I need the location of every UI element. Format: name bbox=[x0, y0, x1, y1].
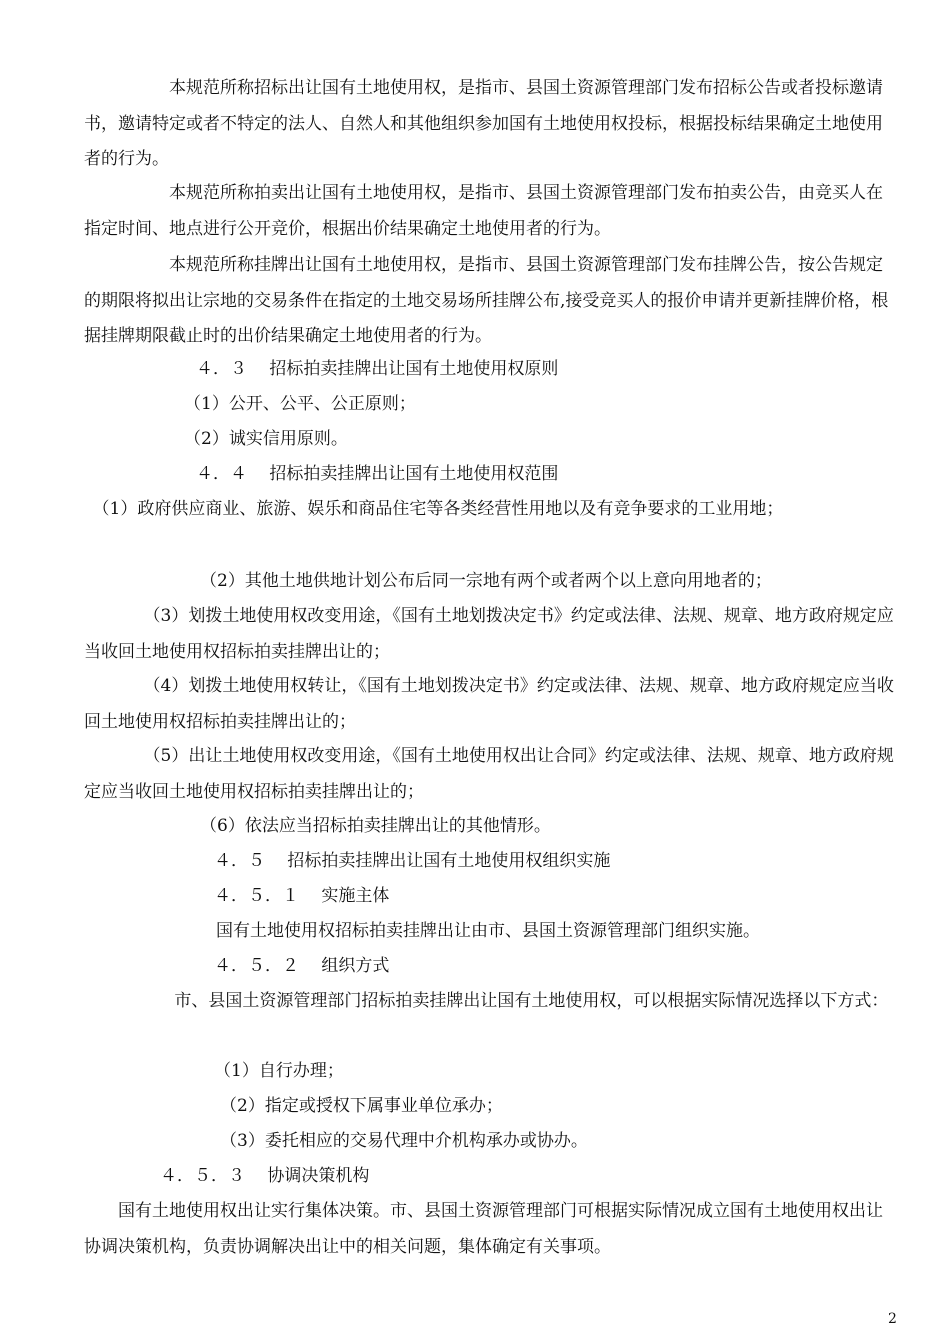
paragraph-bidding-definition: 本规范所称招标出让国有土地使用权，是指市、县国土资源管理部门发布招标公告或者投标邀请书，邀请特定或者不特定的法人、自然人和其他组织参加国有土地使用权投标，根据投标结果确定土地使用者的行为。 bbox=[84, 78, 883, 169]
list-item: （5）出让土地使用权改变用途，《国有土地使用权出让合同》约定或法律、法规、规章、地方政府规定应当收回土地使用权招标拍卖挂牌出让的； bbox=[84, 746, 894, 802]
heading-4-3: ４．３ 招标拍卖挂牌出让国有土地使用权原则 bbox=[196, 359, 559, 379]
paragraph-implementation-body: 国有土地使用权招标拍卖挂牌出让由市、县国土资源管理部门组织实施。 bbox=[216, 921, 760, 941]
paragraph-organization-mode: 市、县国土资源管理部门招标拍卖挂牌出让国有土地使用权，可以根据实际情况选择以下方式： bbox=[84, 991, 889, 1011]
list-item: （1）自行办理； bbox=[214, 1061, 344, 1081]
list-item: （6）依法应当招标拍卖挂牌出让的其他情形。 bbox=[200, 816, 551, 836]
heading-4-4: ４．４ 招标拍卖挂牌出让国有土地使用权范围 bbox=[196, 464, 559, 484]
list-item: （3）划拨土地使用权改变用途，《国有土地划拨决定书》约定或法律、法规、规章、地方政府规定应当收回土地使用权招标拍卖挂牌出让的； bbox=[84, 606, 894, 662]
list-item: （2）指定或授权下属事业单位承办； bbox=[220, 1096, 503, 1116]
heading-4-5-1: ４．５．１ 实施主体 bbox=[214, 886, 390, 906]
heading-4-5-2: ４．５．２ 组织方式 bbox=[214, 956, 390, 976]
list-item: （3）委托相应的交易代理中介机构承办或协办。 bbox=[220, 1131, 588, 1151]
list-item: （2）其他土地供地计划公布后同一宗地有两个或者两个以上意向用地者的； bbox=[200, 571, 772, 591]
paragraph-coordination-body: 国有土地使用权出让实行集体决策。市、县国土资源管理部门可根据实际情况成立国有土地使用权出让协调决策机构，负责协调解决出让中的相关问题，集体确定有关事项。 bbox=[84, 1201, 883, 1257]
list-item: （2）诚实信用原则。 bbox=[184, 429, 348, 449]
heading-4-5-3: ４．５．３ 协调决策机构 bbox=[160, 1166, 370, 1186]
list-item: （1）政府供应商业、旅游、娱乐和商品住宅等各类经营性用地以及有竞争要求的工业用地； bbox=[84, 499, 784, 519]
paragraph-listing-definition: 本规范所称挂牌出让国有土地使用权，是指市、县国土资源管理部门发布挂牌公告，按公告规定的期限将拟出让宗地的交易条件在指定的土地交易场所挂牌公布,接受竞买人的报价申请并更新挂牌价格，根据挂牌期限截止时的出价结果确定土地使用者的行为。 bbox=[84, 255, 889, 346]
page-number: 2 bbox=[888, 1311, 897, 1327]
heading-4-5: ４．５ 招标拍卖挂牌出让国有土地使用权组织实施 bbox=[214, 851, 611, 871]
list-item: （1）公开、公平、公正原则； bbox=[184, 394, 416, 414]
paragraph-auction-definition: 本规范所称拍卖出让国有土地使用权，是指市、县国土资源管理部门发布拍卖公告，由竞买人在指定时间、地点进行公开竞价，根据出价结果确定土地使用者的行为。 bbox=[84, 183, 883, 239]
list-item: （4）划拨土地使用权转让，《国有土地划拨决定书》约定或法律、法规、规章、地方政府规定应当收回土地使用权招标拍卖挂牌出让的； bbox=[84, 676, 894, 732]
